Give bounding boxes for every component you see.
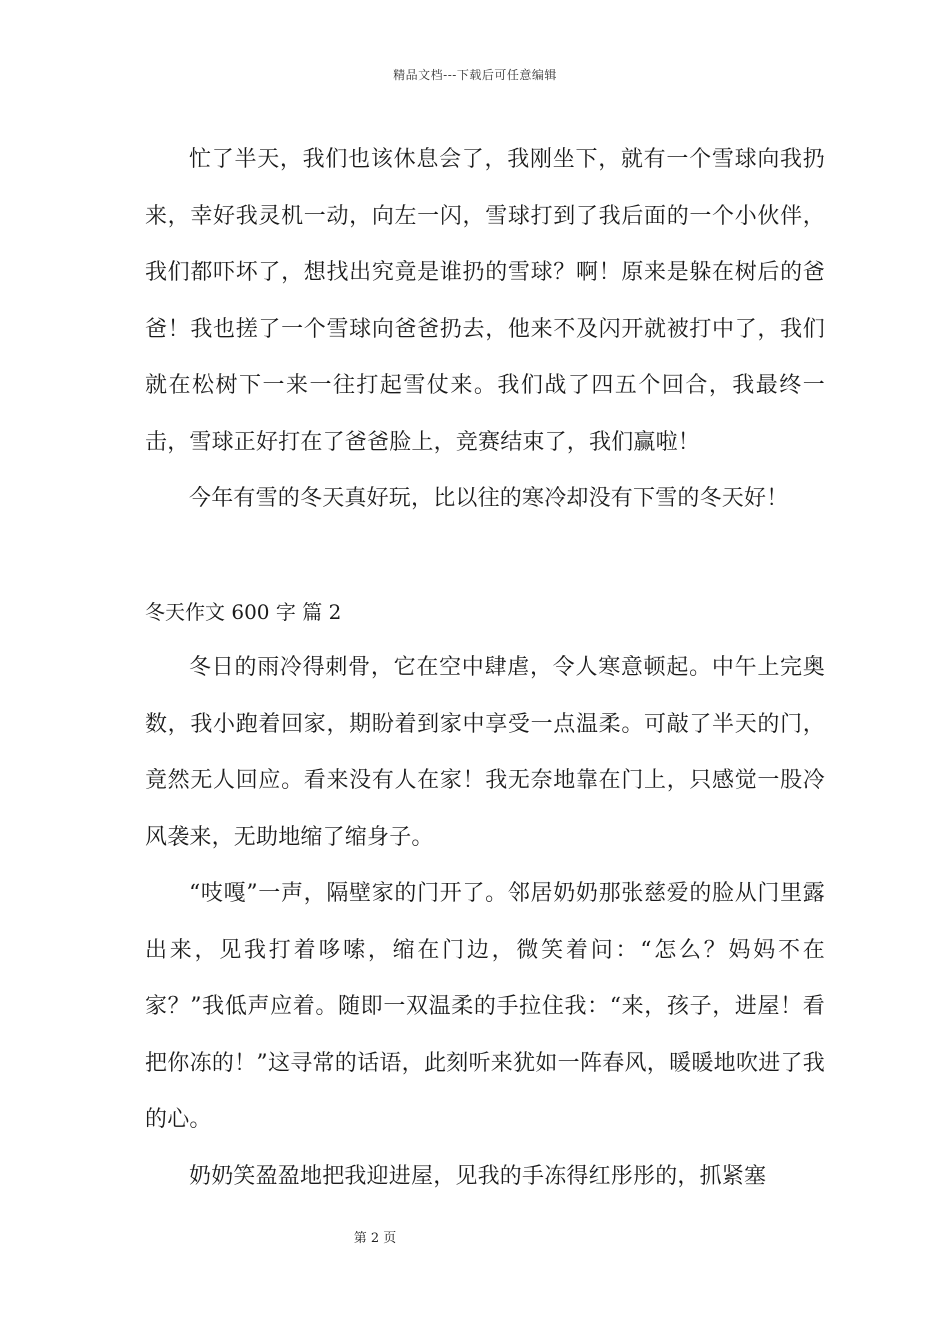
page-header: 精品文档---下载后可任意编辑 bbox=[393, 68, 557, 82]
paragraph-1: 忙了半天，我们也该休息会了，我刚坐下，就有一个雪球向我扔来，幸好我灵机一动，向左一闪，雪球打到了我后面的一个小伙伴，我们都吓坏了，想找出究竟是谁扔的雪球？啊！原来是躲在树后的爸爸！我也搓了一个雪球向爸爸扔去，他来不及闪开就被打中了，我们就在松树下一来一往打起雪仗来。我们战了四五个回合，我最终一击，雪球正好打在了爸爸脸上，竞赛结束了，我们赢啦！ bbox=[145, 147, 825, 455]
paragraph-3: 冬日的雨冷得刺骨，它在空中肆虐，令人寒意顿起。中午上完奥数，我小跑着回家，期盼着到家中享受一点温柔。可敲了半天的门，竟然无人回应。看来没有人在家！我无奈地靠在门上，只感觉一股冷风袭来，无助地缩了缩身子。 bbox=[145, 655, 825, 850]
section-title: 冬天作文 600 字 篇 2 bbox=[145, 599, 342, 624]
document-body bbox=[145, 132, 825, 1205]
page-number: 第 2 页 bbox=[353, 1231, 397, 1246]
paragraph-5: 奶奶笑盈盈地把我迎进屋，见我的手冻得红彤彤的，抓紧塞 bbox=[189, 1163, 767, 1189]
paragraph-4: “吱嘎”一声，隔壁家的门开了。邻居奶奶那张慈爱的脸从门里露出来，见我打着哆嗦，缩在门边，微笑着问：“怎么？妈妈不在家？”我低声应着。随即一双温柔的手拉住我：“来，孩子，进屋！看把你冻的！”这寻常的话语，此刻听来犹如一阵春风，暖暖地吹进了我的心。 bbox=[145, 881, 825, 1132]
paragraph-2: 今年有雪的冬天真好玩，比以往的寒冷却没有下雪的冬天好！ bbox=[189, 486, 789, 511]
